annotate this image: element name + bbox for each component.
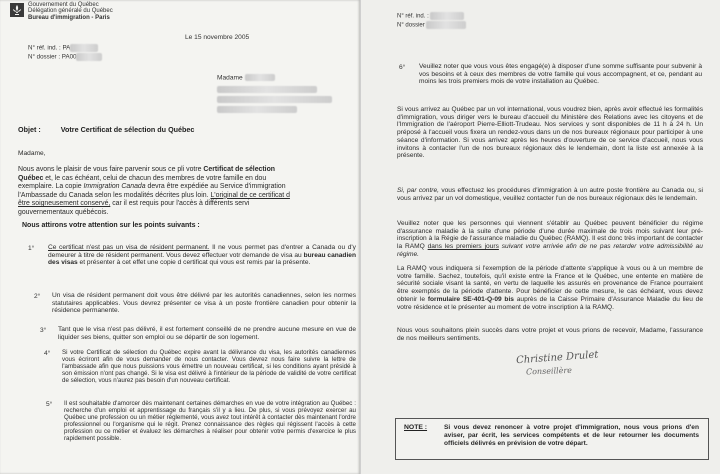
redacted-address — [217, 86, 337, 112]
reference-block: N° réf. ind. : N° dossier — [397, 12, 466, 29]
point-number: 5° — [46, 401, 53, 408]
reference-block: N° réf. ind. : PA N° dossier : PA00 — [28, 44, 102, 61]
point-number: 6° — [399, 64, 406, 71]
intro-paragraph: Nous avons le plaisir de vous faire parvenir sous ce pli votre Certificat de sélection Québec et, le cas échéant, celui de chacun des membres de votre famille en dou exemplaire. La copie Immigration Canada devra être expédiée au Service d'immigration l'Ambassade du Canada selon les modalités décrites plus loin. L'original de ce certificat d être soigneusement conservé, car il est requis pour l'accès à différents servi gouvernementaux québécois. — [18, 166, 290, 216]
point-6: Veuillez noter que vous vous êtes engagé(e) à disposer d'une somme suffisante pour subvenir à vos besoins et à ceux des membres de votre famille qui vous accompagnent, et ce, pendant au moins les trois premiers mois de votre installation au Québec. — [419, 63, 702, 86]
point-number: 4° — [44, 350, 51, 357]
point-number: 1° — [28, 245, 35, 252]
point-number: 3° — [40, 327, 47, 334]
point-1: Ce certificat n'est pas un visa de résident permanent. Il ne vous permet pas d'entrer a Canada ou d'y demeurer à titre de résident permanent. Vous devez effectuer votr demande de visa au bureau canadien des visas et présenter à cet effet une copie d certificat qui vous est remis par la présente. — [48, 244, 356, 267]
attention-heading: Nous attirons votre attention sur les points suivants : — [22, 222, 200, 229]
note-box — [395, 418, 709, 460]
point-2: Un visa de résident permanent doit vous être délivré par les autorités canadiennes, selon les normes statutaires applicables. Vous devrez présenter ce visa à un poste frontière canadien pour obtenir la résidence permanente. — [52, 292, 356, 315]
letter-page-2 — [361, 0, 720, 474]
ramq-paragraph: Veuillez noter que les personnes qui viennent s'établir au Québec peuvent bénéficier du régime d'assurance maladie à la suite d'une période d'une durée maximale de trois mois suivant leur pré-inscription à la Régie de l'assurance maladie du Québec (RAMQ). Il est donc très important de contacter la RAMQ dans les premiers jours suivant votre arrivée afin de ne pas retarder votre admissibilité au régime. — [397, 220, 703, 258]
addressee: Madame — [217, 74, 275, 81]
point-number: 2° — [34, 293, 41, 300]
point-3: Tant que le visa n'est pas délivré, il est fortement conseillé de ne prendre aucune mesure en vue de liquider ses biens, quitter son emploi ou se départir de son logement. — [58, 326, 356, 341]
closing-paragraph: Nous vous souhaitons plein succès dans votre projet et vous prions de recevoir, Madame, l'assurance de nos meilleurs sentiments. — [397, 327, 703, 342]
signature: Christine Drulet Conseillère — [515, 349, 599, 377]
institution-header: Gouvernement du Québec Délégation générale du Québec Bureau d'immigration - Paris — [28, 2, 113, 21]
letter-date: Le 15 novembre 2005 — [185, 34, 250, 41]
note-label: NOTE : — [404, 424, 428, 431]
salutation: Madame, — [18, 150, 46, 157]
border-paragraph: Si, par contre, vous effectuez les procédures d'immigration à un autre poste frontière au Canada ou, si vous arrivez par un vol domestique, veuillez contacter l'un de nos bureaux régionaux dès le lendemain. — [397, 187, 703, 202]
ramq-exemption-paragraph: La RAMQ vous indiquera si l'exemption de la période d'attente s'applique à vous ou à un membre de votre famille. Sachez, toutefois, qu'il existe entre la France et le Québec, une entente en matière de sécurité sociale visant la santé, en vertu de laquelle les assurés en provenance de France pourraient être exemptés de la période d'attente. Pour bénéficier de cette mesure, le cas échéant, vous devez obtenir le formulaire SE-401-Q-09 bis auprès de la Caisse Primaire d'Assurance Maladie du lieu de votre résidence et le présenter au moment de votre inscription à la RAMQ. — [397, 265, 703, 311]
note-text: Si vous devez renoncer à votre projet d'immigration, nous vous prions d'en aviser, par écrit, les services compétents et de leur retourner les documents officiels délivrés en prévision de votre départ. — [444, 424, 699, 447]
objet-line: Objet : Votre Certificat de sélection du Québec — [18, 125, 195, 134]
fleur-de-lis-icon — [10, 3, 24, 17]
airport-paragraph: Si vous arrivez au Québec par un vol international, vous voudrez bien, après avoir effectué les formalités d'immigration, vous diriger vers le bureau d'accueil du Ministère des Relations avec les citoyens et de l'Immigration de l'aéroport Pierre-Elliott-Trudeau. Nos services y sont disponibles de 11 h à 24 h. Un préposé à l'accueil vous fixera un rendez-vous dans un de nos bureaux régionaux pour participer à une séance d'information. Si vous arrivez après les heures d'ouverture de ce service d'accueil, nous vous invitons à contacter l'un de nos bureaux régionaux dès le lendemain, dont la liste est annexée à la présente. — [397, 106, 703, 160]
point-5: Il est souhaitable d'amorcer dès maintenant certaines démarches en vue de votre intégration au Québec : recherche d'un emploi et apprentissage du français s'il y a lieu. De plus, si vous prévoyez exercer au Québec une profession ou un métier réglementé, vous avez tout intérêt à contacter dès maintenant l'ordre professionnel ou l'organisme qui le régit. Prenez connaissance des règles qui régissent l'accès à cette profession ou ce métier et évaluez les démarches à réaliser pour obtenir votre permis d'exercice le plus rapidement possible. — [64, 400, 356, 443]
point-4: Si votre Certificat de sélection du Québec expire avant la délivrance du visa, les autorités canadiennes vous écriront afin de vous demander de nous contacter. Vous devrez nous faire suivre la lettre de l'ambassade afin que nous puissions vous émettre un nouveau certificat, si les conditions ayant présidé à son émission n'ont pas changé. Si le visa est délivré à l'intérieur de la période de validité de votre certificat de sélection, vous n'aurez pas besoin d'un nouveau certificat. — [62, 349, 356, 385]
